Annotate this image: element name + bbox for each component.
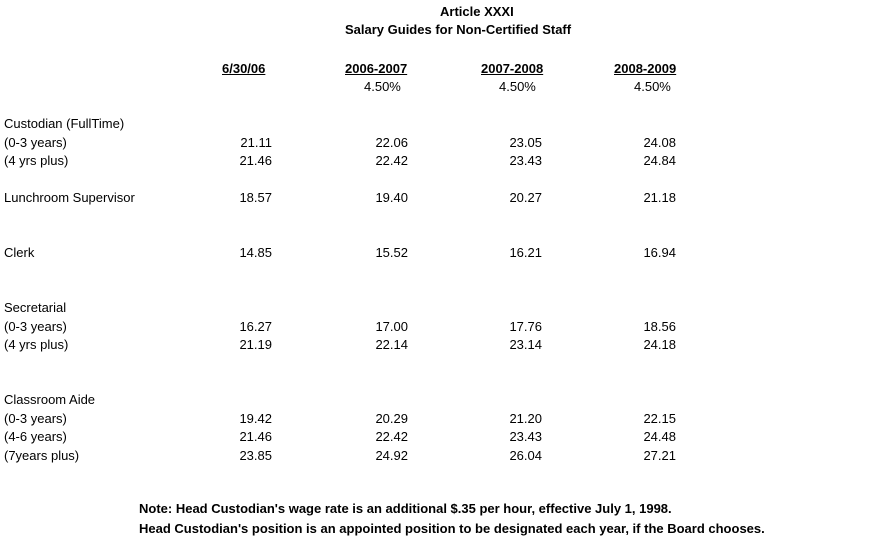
row-label: (4-6 years) — [4, 429, 67, 444]
column-header-6-30-06: 6/30/06 — [222, 61, 266, 76]
cell-value: 19.40 — [375, 190, 408, 205]
cell-value: 22.14 — [375, 337, 408, 352]
row-label: (4 yrs plus) — [4, 337, 69, 352]
cell-value: 21.46 — [239, 429, 272, 444]
column-header-2008-2009: 2008-2009 — [614, 61, 677, 76]
row-label-lunchroom-supervisor: Lunchroom Supervisor — [4, 190, 135, 205]
cell-value: 18.57 — [239, 190, 272, 205]
cell-value: 19.42 — [239, 411, 272, 426]
note-line-2: Head Custodian's position is an appointed position to be designated each year, if the Board chooses. — [139, 521, 765, 536]
cell-value: 21.11 — [240, 135, 272, 150]
row-label-custodian: Custodian (FullTime) — [4, 116, 125, 131]
cell-value: 15.52 — [375, 245, 408, 260]
cell-value: 18.56 — [643, 319, 676, 334]
page-subtitle: Salary Guides for Non-Certified Staff — [345, 22, 572, 37]
row-label: (0-3 years) — [4, 135, 67, 150]
increase-2006-2007: 4.50% — [364, 79, 401, 94]
cell-value: 23.05 — [509, 135, 542, 150]
column-header-2007-2008: 2007-2008 — [481, 61, 544, 76]
cell-value: 16.27 — [239, 319, 272, 334]
row-label-classroom-aide: Classroom Aide — [4, 392, 96, 407]
column-header-2006-2007: 2006-2007 — [345, 61, 408, 76]
row-label-secretarial: Secretarial — [4, 300, 67, 315]
cell-value: 27.21 — [643, 448, 676, 463]
cell-value: 24.84 — [643, 153, 676, 168]
cell-value: 23.43 — [509, 153, 542, 168]
cell-value: 17.76 — [509, 319, 542, 334]
cell-value: 21.46 — [239, 153, 272, 168]
increase-2007-2008: 4.50% — [499, 79, 536, 94]
row-label: (4 yrs plus) — [4, 153, 69, 168]
row-label: (0-3 years) — [4, 411, 67, 426]
cell-value: 20.29 — [375, 411, 408, 426]
page-title: Article XXXI — [440, 4, 514, 19]
cell-value: 23.14 — [509, 337, 542, 352]
cell-value: 21.18 — [643, 190, 676, 205]
cell-value: 23.43 — [509, 429, 542, 444]
cell-value: 16.94 — [643, 245, 676, 260]
cell-value: 16.21 — [509, 245, 542, 260]
row-label-clerk: Clerk — [4, 245, 35, 260]
cell-value: 24.92 — [375, 448, 408, 463]
cell-value: 14.85 — [239, 245, 272, 260]
note-line-1: Note: Head Custodian's wage rate is an additional $.35 per hour, effective July 1, 1998. — [139, 501, 672, 516]
increase-2008-2009: 4.50% — [634, 79, 671, 94]
cell-value: 17.00 — [375, 319, 408, 334]
cell-value: 22.15 — [643, 411, 676, 426]
cell-value: 21.19 — [239, 337, 272, 352]
cell-value: 24.48 — [643, 429, 676, 444]
cell-value: 26.04 — [509, 448, 542, 463]
cell-value: 22.42 — [375, 153, 408, 168]
cell-value: 24.18 — [643, 337, 676, 352]
row-label: (7years plus) — [4, 448, 80, 463]
cell-value: 23.85 — [239, 448, 272, 463]
cell-value: 21.20 — [509, 411, 542, 426]
cell-value: 22.42 — [375, 429, 408, 444]
cell-value: 22.06 — [375, 135, 408, 150]
row-label: (0-3 years) — [4, 319, 67, 334]
cell-value: 24.08 — [643, 135, 676, 150]
cell-value: 20.27 — [509, 190, 542, 205]
